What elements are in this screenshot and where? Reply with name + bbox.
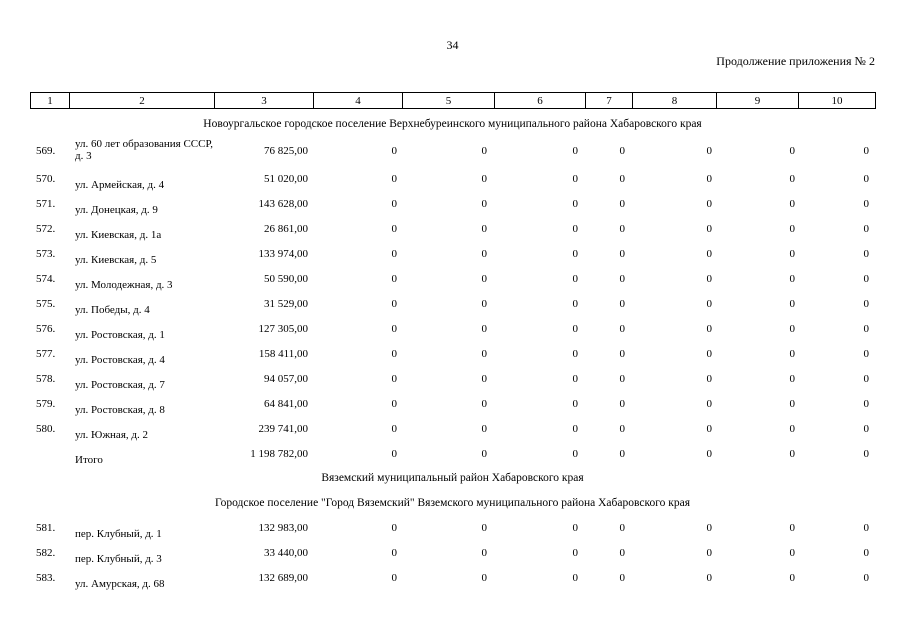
row-address: ул. Амурская, д. 68	[75, 578, 165, 590]
row-value-col-7: 0	[619, 173, 625, 185]
row-value-col-5: 0	[481, 323, 487, 335]
table-row	[0, 298, 905, 322]
header-cell-8: 8	[632, 92, 716, 109]
continuation-note: Продолжение приложения № 2	[716, 54, 875, 68]
row-value-col-9: 0	[789, 398, 795, 410]
row-value-col-5: 0	[481, 198, 487, 210]
row-value-col-7: 0	[619, 298, 625, 310]
row-value-col-5: 0	[481, 522, 487, 534]
row-value-col-7: 0	[619, 423, 625, 435]
row-value-col-8: 0	[706, 298, 712, 310]
row-value-col-6: 0	[572, 223, 578, 235]
row-address: пер. Клубный, д. 3	[75, 553, 162, 565]
row-address: ул. Ростовская, д. 1	[75, 329, 165, 341]
row-number: 571.	[36, 198, 56, 210]
row-value-col-8: 0	[706, 423, 712, 435]
header-cell-7: 7	[585, 92, 632, 109]
row-number: 575.	[36, 298, 56, 310]
row-amount: 132 689,00	[258, 572, 308, 584]
row-value-col-6: 0	[572, 173, 578, 185]
row-amount: 31 529,00	[264, 298, 308, 310]
row-value-col-4: 0	[391, 198, 397, 210]
table-row	[0, 138, 905, 162]
row-value-col-4: 0	[391, 448, 397, 460]
row-value-col-7: 0	[619, 547, 625, 559]
row-address: ул. Донецкая, д. 9	[75, 204, 158, 216]
header-cell-5: 5	[402, 92, 494, 109]
row-address: ул. Киевская, д. 5	[75, 254, 157, 266]
row-amount: 158 411,00	[258, 348, 308, 360]
table-row	[0, 448, 905, 472]
row-value-col-5: 0	[481, 448, 487, 460]
row-value-col-4: 0	[391, 373, 397, 385]
row-value-col-4: 0	[391, 547, 397, 559]
row-value-col-9: 0	[789, 298, 795, 310]
row-address: ул. 60 лет образования СССР, д. 3	[75, 138, 213, 162]
row-value-col-5: 0	[481, 373, 487, 385]
row-value-col-5: 0	[481, 173, 487, 185]
row-value-col-8: 0	[706, 398, 712, 410]
table-row	[0, 323, 905, 347]
header-cell-9: 9	[716, 92, 798, 109]
row-amount: 33 440,00	[264, 547, 308, 559]
row-value-col-4: 0	[391, 398, 397, 410]
row-value-col-7: 0	[619, 273, 625, 285]
row-value-col-4: 0	[391, 348, 397, 360]
row-value-col-8: 0	[706, 323, 712, 335]
table-row	[0, 173, 905, 197]
row-value-col-5: 0	[481, 423, 487, 435]
row-value-col-4: 0	[391, 572, 397, 584]
header-cell-2: 2	[69, 92, 214, 109]
row-value-col-10: 0	[863, 145, 869, 157]
row-value-col-4: 0	[391, 248, 397, 260]
row-value-col-9: 0	[789, 198, 795, 210]
row-amount: 239 741,00	[258, 423, 308, 435]
row-number: 572.	[36, 223, 56, 235]
row-amount: 76 825,00	[264, 145, 308, 157]
row-value-col-5: 0	[481, 547, 487, 559]
row-amount: 26 861,00	[264, 223, 308, 235]
row-value-col-6: 0	[572, 145, 578, 157]
row-value-col-6: 0	[572, 423, 578, 435]
header-cell-6: 6	[494, 92, 585, 109]
row-value-col-5: 0	[481, 398, 487, 410]
row-value-col-4: 0	[391, 145, 397, 157]
row-value-col-6: 0	[572, 323, 578, 335]
row-address: ул. Победы, д. 4	[75, 304, 150, 316]
row-value-col-5: 0	[481, 248, 487, 260]
row-value-col-7: 0	[619, 348, 625, 360]
row-number: 573.	[36, 248, 56, 260]
row-value-col-5: 0	[481, 298, 487, 310]
row-value-col-5: 0	[481, 145, 487, 157]
row-value-col-8: 0	[706, 145, 712, 157]
row-value-col-7: 0	[619, 248, 625, 260]
row-amount: 50 590,00	[264, 273, 308, 285]
row-value-col-5: 0	[481, 572, 487, 584]
row-number: 578.	[36, 373, 56, 385]
row-value-col-9: 0	[789, 273, 795, 285]
row-value-col-10: 0	[863, 423, 869, 435]
row-value-col-7: 0	[619, 373, 625, 385]
row-address: ул. Молодежная, д. 3	[75, 279, 173, 291]
row-value-col-6: 0	[572, 198, 578, 210]
row-value-col-4: 0	[391, 423, 397, 435]
row-number: 583.	[36, 572, 56, 584]
row-amount: 1 198 782,00	[250, 448, 308, 460]
row-value-col-9: 0	[789, 572, 795, 584]
row-address: пер. Клубный, д. 1	[75, 528, 162, 540]
row-value-col-6: 0	[572, 448, 578, 460]
header-cell-3: 3	[214, 92, 313, 109]
row-number: 580.	[36, 423, 56, 435]
row-number: 574.	[36, 273, 56, 285]
row-value-col-6: 0	[572, 298, 578, 310]
row-value-col-4: 0	[391, 173, 397, 185]
row-value-col-7: 0	[619, 145, 625, 157]
row-value-col-10: 0	[863, 198, 869, 210]
row-value-col-4: 0	[391, 522, 397, 534]
row-address: ул. Армейская, д. 4	[75, 179, 165, 191]
row-value-col-7: 0	[619, 572, 625, 584]
table-row	[0, 348, 905, 372]
row-value-col-10: 0	[863, 223, 869, 235]
row-value-col-4: 0	[391, 273, 397, 285]
row-value-col-9: 0	[789, 348, 795, 360]
table-header	[30, 92, 876, 109]
row-value-col-4: 0	[391, 298, 397, 310]
row-number: 569.	[36, 145, 56, 157]
table-row	[0, 198, 905, 222]
row-value-col-8: 0	[706, 223, 712, 235]
row-value-col-7: 0	[619, 522, 625, 534]
row-value-col-8: 0	[706, 198, 712, 210]
row-amount: 133 974,00	[258, 248, 308, 260]
row-amount: 64 841,00	[264, 398, 308, 410]
table-row	[0, 547, 905, 571]
row-value-col-5: 0	[481, 348, 487, 360]
table-row	[0, 522, 905, 546]
row-value-col-8: 0	[706, 173, 712, 185]
section-title: Городское поселение "Город Вяземский" Вяземского муниципального района Хабаровского края	[215, 497, 690, 509]
row-value-col-9: 0	[789, 145, 795, 157]
row-value-col-6: 0	[572, 373, 578, 385]
row-address: ул. Ростовская, д. 7	[75, 379, 165, 391]
row-amount: 94 057,00	[264, 373, 308, 385]
row-address: ул. Южная, д. 2	[75, 429, 148, 441]
row-value-col-10: 0	[863, 248, 869, 260]
row-address: Итого	[75, 454, 103, 466]
row-value-col-9: 0	[789, 173, 795, 185]
row-value-col-4: 0	[391, 323, 397, 335]
row-value-col-9: 0	[789, 547, 795, 559]
row-value-col-6: 0	[572, 572, 578, 584]
row-value-col-10: 0	[863, 173, 869, 185]
header-cell-1: 1	[30, 92, 69, 109]
table-row	[0, 373, 905, 397]
row-amount: 51 020,00	[264, 173, 308, 185]
row-number: 577.	[36, 348, 56, 360]
row-value-col-9: 0	[789, 248, 795, 260]
row-number: 570.	[36, 173, 56, 185]
row-value-col-6: 0	[572, 398, 578, 410]
row-value-col-10: 0	[863, 522, 869, 534]
row-address: ул. Ростовская, д. 4	[75, 354, 165, 366]
header-cell-4: 4	[313, 92, 402, 109]
row-value-col-8: 0	[706, 547, 712, 559]
row-value-col-8: 0	[706, 373, 712, 385]
row-value-col-10: 0	[863, 398, 869, 410]
table-row	[0, 398, 905, 422]
row-address: ул. Ростовская, д. 8	[75, 404, 165, 416]
row-value-col-8: 0	[706, 448, 712, 460]
table-row	[0, 248, 905, 272]
row-amount: 132 983,00	[258, 522, 308, 534]
row-number: 582.	[36, 547, 56, 559]
row-value-col-6: 0	[572, 248, 578, 260]
section-title: Вяземский муниципальный район Хабаровского края	[321, 472, 584, 484]
row-value-col-9: 0	[789, 423, 795, 435]
row-value-col-5: 0	[481, 223, 487, 235]
row-value-col-10: 0	[863, 572, 869, 584]
row-value-col-9: 0	[789, 373, 795, 385]
row-value-col-8: 0	[706, 572, 712, 584]
row-value-col-6: 0	[572, 273, 578, 285]
row-value-col-5: 0	[481, 273, 487, 285]
section-title: Новоургальское городское поселение Верхнебуреинского муниципального района Хабаровского края	[203, 118, 702, 130]
row-value-col-10: 0	[863, 547, 869, 559]
row-amount: 143 628,00	[258, 198, 308, 210]
row-value-col-6: 0	[572, 522, 578, 534]
row-value-col-8: 0	[706, 248, 712, 260]
row-value-col-9: 0	[789, 522, 795, 534]
row-value-col-7: 0	[619, 448, 625, 460]
row-value-col-7: 0	[619, 323, 625, 335]
table-row	[0, 273, 905, 297]
row-value-col-10: 0	[863, 323, 869, 335]
row-value-col-8: 0	[706, 273, 712, 285]
table-row	[0, 572, 905, 596]
row-value-col-10: 0	[863, 448, 869, 460]
row-value-col-9: 0	[789, 223, 795, 235]
row-value-col-8: 0	[706, 522, 712, 534]
row-value-col-7: 0	[619, 223, 625, 235]
row-value-col-4: 0	[391, 223, 397, 235]
row-number: 581.	[36, 522, 56, 534]
table-row	[0, 423, 905, 447]
row-amount: 127 305,00	[258, 323, 308, 335]
row-value-col-6: 0	[572, 547, 578, 559]
header-cell-10: 10	[798, 92, 876, 109]
row-value-col-7: 0	[619, 398, 625, 410]
row-number: 579.	[36, 398, 56, 410]
page-number: 34	[446, 38, 459, 52]
row-value-col-10: 0	[863, 348, 869, 360]
row-value-col-8: 0	[706, 348, 712, 360]
row-number: 576.	[36, 323, 56, 335]
row-value-col-10: 0	[863, 373, 869, 385]
row-value-col-9: 0	[789, 448, 795, 460]
row-address: ул. Киевская, д. 1а	[75, 229, 162, 241]
row-value-col-10: 0	[863, 298, 869, 310]
row-value-col-9: 0	[789, 323, 795, 335]
row-value-col-6: 0	[572, 348, 578, 360]
table-row	[0, 223, 905, 247]
row-value-col-10: 0	[863, 273, 869, 285]
row-value-col-7: 0	[619, 198, 625, 210]
